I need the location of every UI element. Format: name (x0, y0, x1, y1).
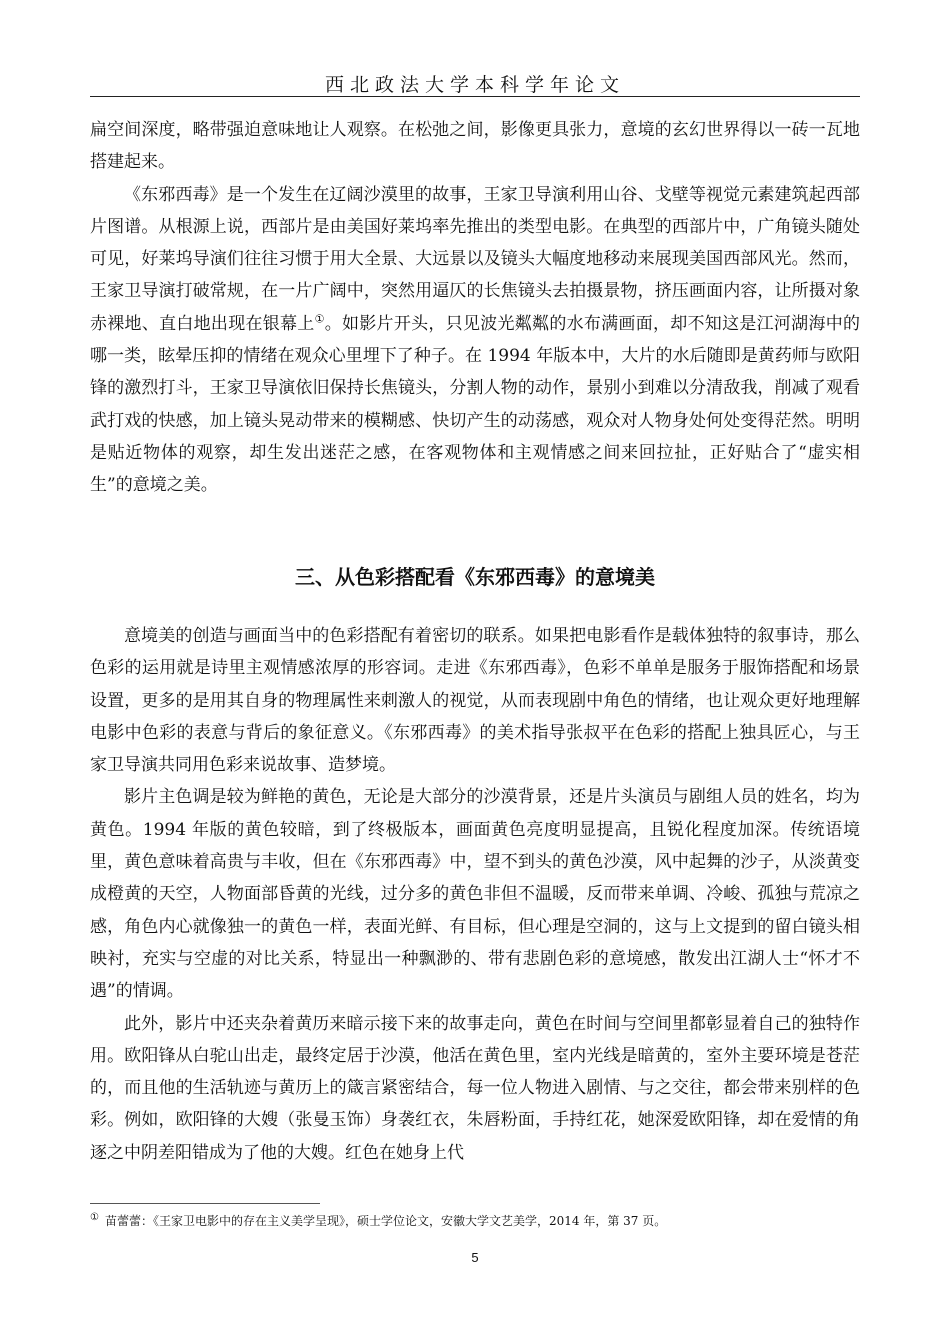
paragraph: 影片主色调是较为鲜艳的黄色，无论是大部分的沙漠背景，还是片头演员与剧组人员的姓名，均为黄色。1994 年版的黄色较暗，到了终极版本，画面黄色亮度明显提高，且锐化程度加深。传统语境里，黄色意味着高贵与丰收，但在《东邪西毒》中，望不到头的黄色沙漠，风中起舞的沙子，从淡黄变成橙黄的天空，人物面部昏黄的光线，过分多的黄色非但不温暖，反而带来单调、冷峻、孤独与荒凉之感，角色内心就像独一的黄色一样，表面光鲜、有目标，但心理是空洞的，这与上文提到的留白镜头相映衬，充实与空虚的对比关系，特显出一种飘渺的、带有悲剧色彩的意境感，散发出江湖人士“怀才不遇”的情调。 (90, 787, 860, 1002)
paragraph (90, 179, 860, 502)
page-number: 5 (471, 1250, 479, 1265)
footnote (90, 1212, 860, 1229)
footnote-mark: ① (90, 1212, 99, 1223)
paragraph: 此外，影片中还夹杂着黄历来暗示接下来的故事走向，黄色在时间与空间里都彰显着自己的独特作用。欧阳锋从白驼山出走，最终定居于沙漠，他活在黄色里，室内光线是暗黄的，室外主要环境是苍茫的，而且他的生活轨迹与黄历上的箴言紧密结合，每一位人物进入剧情、与之交往，都会带来别样的色彩。例如，欧阳锋的大嫂（张曼玉饰）身袭红衣，朱唇粉面，手持红花，她深爱欧阳锋，却在爱情的角逐之中阴差阳错成为了他的大嫂。红色在她身上代 (90, 1013, 860, 1163)
section-continuation (90, 114, 860, 502)
paragraph: 意境美的创造与画面当中的色彩搭配有着密切的联系。如果把电影看作是载体独特的叙事诗，那么色彩的运用就是诗里主观情感浓厚的形容词。走进《东邪西毒》，色彩不单单是服务于服饰搭配和场景设置，更多的是用其自身的物理属性来刺激人的视觉，从而表现剧中角色的情绪，也让观众更好地理解电影中色彩的表意与背后的象征意义。《东邪西毒》的美术指导张叔平在色彩的搭配上独具匠心，与王家卫导演共同用色彩来说故事、造梦境。 (90, 626, 860, 776)
paragraph-text: 。如影片开头，只见波光粼粼的水布满画面，却不知这是江河湖海中的哪一类，眩晕压抑的情绪在观众心里埋下了种子。在 1994 年版本中，大片的水后随即是黄药师与欧阳锋的激烈打斗，王家卫导演依旧保持长焦镜头，分割人物的动作，景别小到难以分清敌我，削减了观看武打戏的快感，加上镜头晃动带来的模糊感、快切产生的动荡感，观众对人物身处何处变得茫然。明明是贴近物体的观察，却生发出迷茫之感，在客观物体和主观情感之间来回拉扯，正好贴合了“虚实相生”的意境之美。 (90, 313, 861, 496)
footnote-reference[interactable]: ① (314, 312, 325, 326)
paragraph: 扁空间深度，略带强迫意味地让人观察。在松弛之间，影像更具张力，意境的玄幻世界得以一砖一瓦地搭建起来。 (90, 120, 860, 173)
paragraph-text: 《东邪西毒》是一个发生在辽阔沙漠里的故事，王家卫导演利用山谷、戈壁等视觉元素建筑起西部片图谱。从根源上说，西部片是由美国好莱坞率先推出的类型电影。在典型的西部片中，广角镜头随处可见，好莱坞导演们往往习惯于用大全景、大远景以及镜头大幅度地移动来展现美国西部风光。然而，王家卫导演打破常规，在一片广阔中，突然用逼仄的长焦镜头去拍摄景物，挤压画面内容，让所摄对象赤裸地、直白地出现在银幕上 (90, 184, 860, 334)
footnote-rule (90, 1203, 320, 1204)
section-body (90, 620, 860, 1169)
footnote-text: 苗蕾蕾：《王家卫电影中的存在主义美学呈现》，硕士学位论文，安徽大学文艺美学，2014 年，第 37 页。 (104, 1214, 667, 1228)
running-header: 西北政法大学本科学年论文 (324, 74, 625, 96)
section-heading: 三、从色彩搭配看《东邪西毒》的意境美 (295, 565, 655, 589)
header-rule (90, 96, 860, 97)
